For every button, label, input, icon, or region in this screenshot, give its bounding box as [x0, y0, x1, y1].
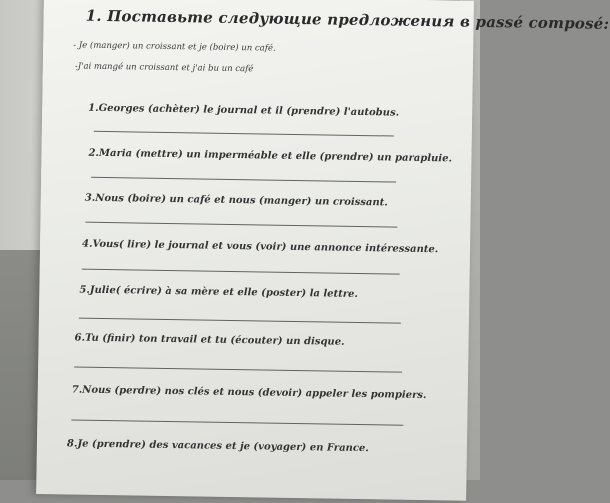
- exercise-item-6: 6.Tu (finir) ton travail et tu (écouter) un disque.: [74, 332, 345, 348]
- exercise-item-1: 1.Georges (achèter) le journal et il (prendre) l'autobus.: [88, 102, 400, 119]
- answer-line-7[interactable]: [71, 419, 403, 425]
- example-question: - Je (manger) un croissant et je (boire) un café.: [73, 40, 276, 54]
- exercise-item-7: 7.Nous (perdre) nos clés et nous (devoir) appeler les pompiers.: [71, 384, 427, 402]
- example-answer: -J'ai mangé un croissant et j'ai bu un café: [74, 61, 254, 75]
- answer-line-4[interactable]: [82, 269, 400, 275]
- exercise-item-2: 2.Maria (mettre) un imperméable et elle (prendre) un parapluie.: [88, 147, 453, 165]
- exercise-item-3: 3.Nous (boire) un café et nous (manger) un croissant.: [84, 192, 388, 209]
- answer-line-5[interactable]: [79, 318, 401, 324]
- answer-line-2[interactable]: [91, 177, 396, 183]
- answer-line-3[interactable]: [85, 222, 397, 228]
- worksheet-title: 1. Поставьте следующие предложения в passé composé:: [85, 6, 610, 33]
- exercise-item-5: 5.Julie( écrire) à sa mère et elle (poster) la lettre.: [79, 284, 359, 300]
- exercise-item-8: 8.Je (prendre) des vacances et je (voyager) en France.: [66, 438, 369, 455]
- worksheet-page: [36, 0, 610, 501]
- answer-line-6[interactable]: [74, 367, 402, 373]
- exercise-item-4: 4.Vous( lire) le journal et vous (voir) une annonce intéressante.: [81, 238, 439, 256]
- answer-line-1[interactable]: [94, 131, 394, 137]
